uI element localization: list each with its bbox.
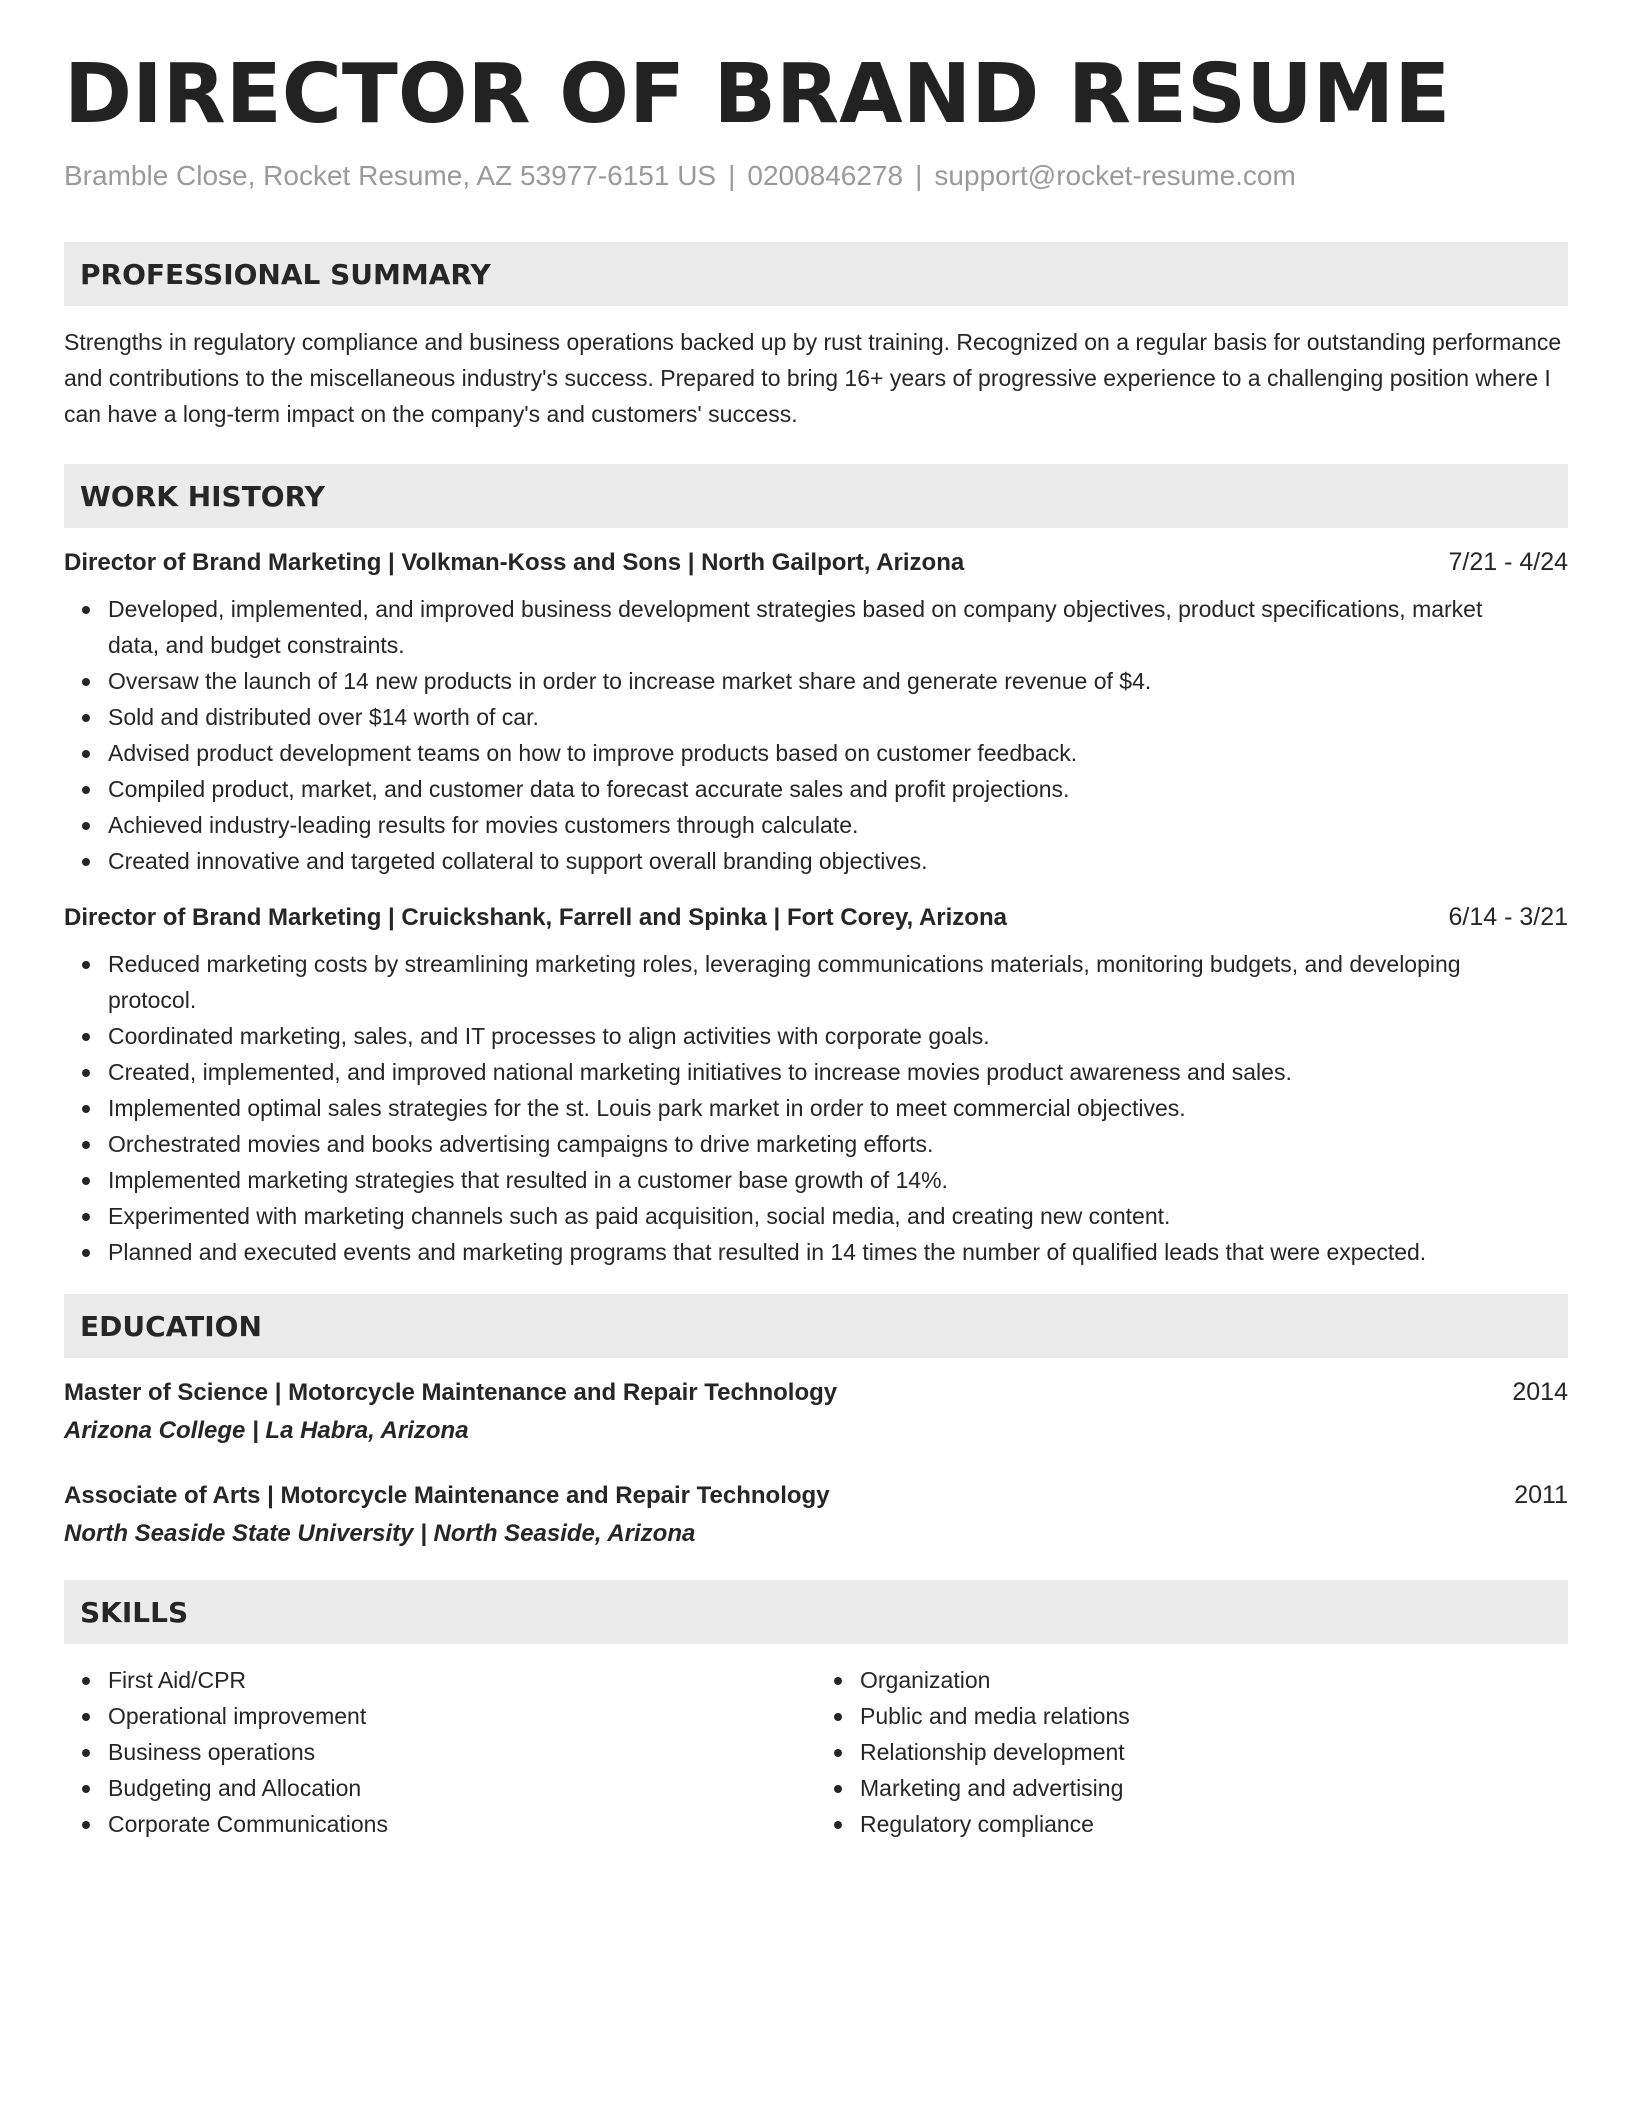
job-bullets (64, 591, 1568, 879)
education-year: 2011 (1514, 1481, 1568, 1510)
job-entry (64, 548, 1568, 879)
list-item: Relationship development (860, 1734, 1568, 1770)
list-item: Implemented optimal sales strategies for the st. Louis park market in order to meet commercial objectives. (108, 1090, 1568, 1126)
education-header (64, 1481, 1568, 1510)
list-item: Implemented marketing strategies that resulted in a customer base growth of 14%. (108, 1162, 1568, 1198)
list-item: Oversaw the launch of 14 new products in order to increase market share and generate revenue of $4. (108, 663, 1568, 699)
list-item: Reduced marketing costs by streamlining marketing roles, leveraging communications materials, monitoring budgets, and developing protocol. (108, 946, 1568, 1018)
contact-address: Bramble Close, Rocket Resume, AZ 53977-6151 US (64, 160, 717, 192)
list-item: Organization (860, 1662, 1568, 1698)
skills-column-left (64, 1662, 816, 1842)
list-item: Coordinated marketing, sales, and IT processes to align activities with corporate goals. (108, 1018, 1568, 1054)
resume-title: DIRECTOR OF BRAND RESUME (64, 47, 1451, 142)
list-item: Achieved industry-leading results for movies customers through calculate. (108, 807, 1568, 843)
section-heading-skills: SKILLS (64, 1580, 1568, 1644)
skills-column-right (816, 1662, 1568, 1842)
section-heading-education: EDUCATION (64, 1294, 1568, 1358)
list-item: Public and media relations (860, 1698, 1568, 1734)
education-year: 2014 (1512, 1378, 1568, 1407)
list-item: First Aid/CPR (108, 1662, 816, 1698)
job-title: Director of Brand Marketing | Volkman-Koss and Sons | North Gailport, Arizona (64, 549, 965, 577)
job-header (64, 903, 1568, 932)
section-heading-summary: PROFESSIONAL SUMMARY (64, 242, 1568, 306)
contact-email: support@rocket-resume.com (934, 160, 1296, 192)
education-entry (64, 1378, 1568, 1445)
list-item: Advised product development teams on how to improve products based on customer feedback. (108, 735, 1568, 771)
list-item: Planned and executed events and marketing programs that resulted in 14 times the number of qualified leads that were expected. (108, 1234, 1568, 1270)
list-item: Sold and distributed over $14 worth of car. (108, 699, 1568, 735)
list-item: Created, implemented, and improved national marketing initiatives to increase movies product awareness and sales. (108, 1054, 1568, 1090)
education-entry (64, 1481, 1568, 1548)
list-item: Experimented with marketing channels such as paid acquisition, social media, and creating new content. (108, 1198, 1568, 1234)
list-item: Business operations (108, 1734, 816, 1770)
list-item: Corporate Communications (108, 1806, 816, 1842)
education-school: North Seaside State University | North Seaside, Arizona (64, 1520, 696, 1548)
list-item: Marketing and advertising (860, 1770, 1568, 1806)
job-bullets (64, 946, 1568, 1270)
job-dates: 7/21 - 4/24 (1448, 548, 1568, 577)
education-degree: Associate of Arts | Motorcycle Maintenance and Repair Technology (64, 1482, 830, 1510)
section-heading-work: WORK HISTORY (64, 464, 1568, 528)
job-title: Director of Brand Marketing | Cruickshank, Farrell and Spinka | Fort Corey, Arizona (64, 904, 1007, 932)
job-entry (64, 903, 1568, 1270)
contact-separator: | (728, 160, 736, 192)
job-dates: 6/14 - 3/21 (1448, 903, 1568, 932)
list-item: Operational improvement (108, 1698, 816, 1734)
list-item: Budgeting and Allocation (108, 1770, 816, 1806)
list-item: Orchestrated movies and books advertising campaigns to drive marketing efforts. (108, 1126, 1568, 1162)
education-school: Arizona College | La Habra, Arizona (64, 1417, 469, 1445)
contact-separator: | (915, 160, 923, 192)
job-header (64, 548, 1568, 577)
list-item: Compiled product, market, and customer data to forecast accurate sales and profit projections. (108, 771, 1568, 807)
list-item: Developed, implemented, and improved business development strategies based on company objectives, product specifications, market data, and budget constraints. (108, 591, 1568, 663)
education-header (64, 1378, 1568, 1407)
list-item: Regulatory compliance (860, 1806, 1568, 1842)
summary-text: Strengths in regulatory compliance and business operations backed up by rust training. Recognized on a regular basis for outstanding performance and contributions to the miscellaneous industry's success. Prepared to bring 16+ years of progressive experience to a challenging position where I can have a long-term impact on the company's and customers' success. (64, 329, 1562, 428)
contact-line (64, 160, 1568, 192)
education-degree: Master of Science | Motorcycle Maintenance and Repair Technology (64, 1379, 838, 1407)
contact-phone: 0200846278 (747, 160, 904, 192)
list-item: Created innovative and targeted collateral to support overall branding objectives. (108, 843, 1568, 879)
skills-list (64, 1662, 1568, 1842)
